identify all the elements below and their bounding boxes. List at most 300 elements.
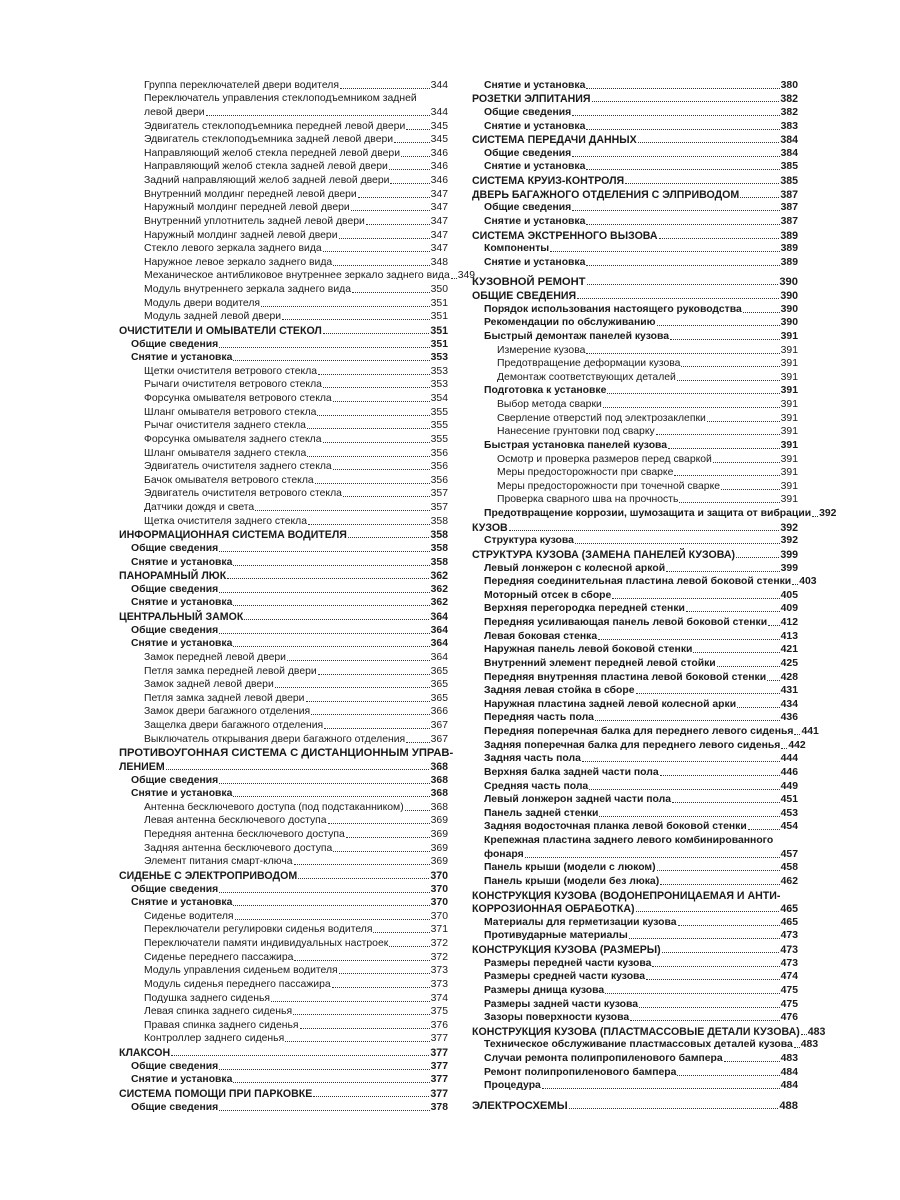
toc-entry-title: Модуль внутреннего зеркала заднего вида: [144, 284, 351, 295]
toc-page-number: 387: [780, 202, 798, 214]
toc-dot-leader: [451, 278, 457, 279]
toc-dot-leader: [670, 339, 780, 340]
toc-page-number: 391: [780, 467, 798, 479]
toc-page-number: 457: [780, 848, 798, 860]
toc-item-entry: [472, 452, 798, 466]
toc-page-number: 373: [430, 978, 448, 990]
toc-dot-leader: [233, 796, 429, 797]
toc-dot-leader: [592, 101, 780, 102]
toc-dot-leader: [293, 1014, 430, 1015]
toc-dot-leader: [569, 1108, 779, 1109]
toc-item-entry: [119, 1005, 448, 1019]
toc-dot-leader: [271, 1001, 430, 1002]
toc-item-entry: [119, 487, 448, 501]
toc-dot-leader: [313, 1096, 429, 1097]
toc-entry-title: Общие сведения: [484, 147, 572, 159]
toc-page-number: 389: [780, 243, 798, 255]
toc-subsection-entry: [119, 1100, 448, 1114]
toc-page-number: 409: [780, 603, 798, 615]
toc-entry-title: Контроллер заднего сиденья: [144, 1033, 285, 1045]
toc-section-entry: [119, 323, 448, 337]
toc-page-number: 391: [780, 480, 798, 492]
toc-entry-title: Общие сведения: [131, 1101, 219, 1113]
toc-dot-leader: [612, 598, 779, 599]
toc-page-number: 392: [780, 521, 798, 534]
toc-dot-leader: [595, 720, 780, 721]
toc-entry-title: СИСТЕМА ПОМОЩИ ПРИ ПАРКОВКЕ: [119, 1087, 313, 1100]
toc-page-number: 474: [780, 971, 798, 983]
toc-item-entry: [119, 827, 448, 841]
toc-subsection-entry: [472, 806, 798, 820]
toc-page-number: 384: [780, 134, 798, 147]
toc-page-number: 421: [780, 644, 798, 656]
toc-entry-title: СИСТЕМА ЭКСТРЕННОГО ВЫЗОВА: [472, 229, 658, 242]
toc-page-number: 385: [780, 161, 798, 173]
toc-subsection-entry: [472, 384, 798, 398]
toc-section-entry: [119, 759, 448, 773]
toc-entry-title: Средняя часть пола: [484, 780, 589, 792]
toc-page-number: 488: [779, 1099, 798, 1112]
toc-dot-leader: [678, 925, 780, 926]
toc-page-number: 465: [780, 903, 798, 916]
toc-dot-leader: [681, 366, 779, 367]
toc-page-number: 376: [430, 1019, 448, 1031]
toc-dot-leader: [275, 687, 430, 688]
toc-dot-leader: [638, 142, 780, 143]
toc-dot-leader: [693, 652, 779, 653]
toc-subsection-entry: [119, 773, 448, 787]
toc-page-number: 344: [430, 79, 448, 91]
toc-item-entry: [119, 228, 448, 242]
toc-entry-title: Снятие и установка: [484, 256, 586, 268]
toc-page-number: 358: [430, 529, 448, 542]
toc-entry-title: Задняя часть пола: [484, 753, 581, 765]
toc-item-entry: [119, 242, 448, 256]
toc-dot-leader: [233, 360, 429, 361]
toc-item-entry: [472, 493, 798, 507]
toc-dot-leader: [339, 973, 430, 974]
toc-dot-leader: [323, 333, 429, 334]
toc-subsection-entry: [119, 787, 448, 801]
toc-page-number: 378: [430, 1101, 448, 1113]
toc-dot-leader: [343, 496, 430, 497]
toc-dot-leader: [227, 578, 429, 579]
toc-page-number: 436: [780, 712, 798, 724]
toc-page-number: 344: [430, 106, 448, 118]
toc-page-number: 382: [780, 106, 798, 118]
toc-page-number: 390: [780, 290, 798, 302]
toc-dot-leader: [219, 551, 429, 552]
toc-entry-title: Случаи ремонта полипропиленового бампера: [484, 1053, 723, 1064]
toc-entry-title: Передняя соединительная пластина левой боковой стенки: [484, 576, 792, 588]
toc-entry-title: КОРРОЗИОННАЯ ОБРАБОТКА): [472, 903, 635, 916]
toc-page-number: 346: [430, 175, 448, 186]
toc-dot-leader: [677, 380, 780, 381]
toc-page-number: 364: [430, 611, 448, 623]
toc-page-number: 368: [430, 774, 448, 786]
toc-subsection-entry: [119, 596, 448, 610]
toc-subsection-entry: [472, 329, 798, 343]
toc-column-left: [119, 78, 476, 1114]
toc-page-number: 391: [780, 385, 798, 397]
toc-dot-leader: [586, 169, 779, 170]
toc-dot-leader: [328, 823, 430, 824]
toc-page-number: 444: [780, 753, 798, 765]
toc-page-number: 377: [430, 1047, 448, 1059]
toc-subsection-entry: [472, 765, 798, 779]
toc-dot-leader: [582, 761, 780, 762]
toc-entry-title: Эдвигатель стеклоподъемника задней левой двери: [144, 134, 394, 146]
toc-page-number: 473: [780, 957, 798, 969]
toc-subsection-entry: [472, 201, 798, 215]
toc-entry-title: Эдвигатель очистителя заднего стекла: [144, 461, 332, 473]
toc-dot-leader: [406, 742, 430, 743]
toc-page-number: 454: [780, 821, 798, 833]
toc-dot-leader: [324, 728, 430, 729]
toc-entry-title: РОЗЕТКИ ЭЛПИТАНИЯ: [472, 93, 591, 106]
toc-dot-leader: [401, 156, 430, 157]
toc-entry-title: СТРУКТУРА КУЗОВА (ЗАМЕНА ПАНЕЛЕЙ КУЗОВА): [472, 548, 736, 561]
toc-entry-title: Общие сведения: [131, 1060, 219, 1072]
toc-entry-title: Замок задней левой двери: [144, 679, 274, 691]
toc-entry-title: Снятие и установка: [484, 215, 586, 227]
toc-page-number: 451: [780, 794, 798, 806]
toc-page-number: 449: [780, 780, 798, 792]
toc-item-entry: [119, 923, 448, 937]
toc-section-entry: [472, 275, 798, 289]
toc-entry-title: Структура кузова: [484, 535, 574, 547]
toc-dot-leader: [599, 816, 779, 817]
toc-entry-title: Направляющий желоб стекла передней левой двери: [144, 147, 401, 159]
toc-page-number: 382: [780, 93, 798, 106]
toc-entry-title: Петля замка задней левой двери: [144, 692, 305, 704]
toc-entry-title: Передняя поперечная балка для переднего левого сиденья: [484, 726, 794, 737]
toc-entry-title: Бачок омывателя ветрового стекла: [144, 474, 314, 486]
toc-entry-title: Снятие и установка: [484, 79, 586, 91]
toc-entry-title: Левая спинка заднего сиденья: [144, 1006, 293, 1018]
toc-item-entry: [119, 977, 448, 991]
toc-item-entry: [119, 909, 448, 923]
toc-page-number: 358: [430, 556, 448, 568]
toc-dot-leader: [333, 851, 429, 852]
toc-item-entry: [119, 514, 448, 528]
toc-section-entry: [472, 228, 798, 242]
toc-dot-leader: [605, 993, 780, 994]
toc-item-entry: [119, 187, 448, 201]
toc-subsection-entry: [119, 337, 448, 351]
toc-entry-title: Левый лонжерон с колесной аркой: [484, 562, 666, 574]
toc-entry-title: Выключатель открывания двери багажного отделения: [144, 733, 406, 745]
toc-entry-title: Щетки очистителя ветрового стекла: [144, 365, 318, 377]
toc-entry-title: Размеры днища кузова: [484, 984, 605, 996]
toc-subsection-entry: [472, 316, 798, 330]
toc-dot-leader: [308, 524, 430, 525]
toc-dot-leader: [307, 456, 429, 457]
toc-page-number: 370: [430, 883, 448, 895]
toc-page-number: 358: [430, 542, 448, 554]
toc-subsection-entry: [119, 582, 448, 596]
toc-section-entry: [472, 520, 798, 534]
toc-entry-title: Замок двери багажного отделения: [144, 706, 311, 718]
toc-page-number: 354: [430, 393, 448, 404]
toc-item-entry: [472, 411, 798, 425]
toc-entry-title: Размеры передней части кузова: [484, 957, 652, 969]
toc-item-entry: [119, 105, 448, 119]
toc-subsection-entry: [472, 929, 798, 943]
toc-item-entry: [119, 173, 448, 187]
toc-subsection-entry: [472, 160, 798, 174]
toc-entry-title: Выбор метода сварки: [497, 399, 602, 410]
toc-entry-title: Щетка очистителя заднего стекла: [144, 515, 308, 527]
toc-item-entry: [472, 397, 798, 411]
toc-page-number: 385: [780, 175, 798, 187]
toc-subsection-entry: [472, 915, 798, 929]
toc-page-number: 391: [780, 358, 798, 370]
toc-subsection-entry: [472, 255, 798, 269]
toc-dot-leader: [572, 156, 779, 157]
toc-page-number: 476: [780, 1012, 798, 1024]
toc-entry-title: Сверление отверстий под электрозаклепки: [497, 412, 706, 424]
toc-entry-title: Нанесение грунтовки под сварку: [497, 426, 655, 438]
toc-entry-title: Передняя часть пола: [484, 712, 594, 724]
toc-page-number: 370: [430, 869, 448, 882]
toc-page-number: 351: [430, 324, 448, 337]
toc-entry-title: Переключатели памяти индивидуальных настроек: [144, 938, 389, 949]
toc-dot-leader: [812, 516, 818, 517]
toc-item-entry: [119, 691, 448, 705]
toc-page-number: 412: [780, 617, 798, 628]
toc-page-number: 399: [780, 548, 798, 561]
toc-dot-leader: [306, 701, 430, 702]
toc-entry-title: Материалы для герметизации кузова: [484, 916, 677, 928]
toc-entry-title: Задняя левая стойка в сборе: [484, 685, 635, 697]
toc-page-number: 365: [430, 665, 448, 677]
toc-item-entry: [119, 364, 448, 378]
toc-entry-title: КОНСТРУКЦИЯ КУЗОВА (ПЛАСТМАССОВЫЕ ДЕТАЛИ КУЗОВА): [472, 1025, 800, 1038]
toc-item-entry: [119, 841, 448, 855]
toc-item-entry: [119, 269, 476, 283]
toc-entry-title: Общие сведения: [484, 202, 572, 214]
toc-entry-title: Переключатель управления стеклоподъемником задней: [144, 93, 417, 105]
toc-entry-title: Процедура: [484, 1080, 541, 1092]
toc-entry-title: Верхняя перегородка передней стенки: [484, 603, 685, 615]
toc-page-number: 458: [780, 862, 798, 874]
toc-dot-leader: [323, 442, 430, 443]
toc-page-number: 362: [430, 583, 448, 595]
toc-subsection-entry: [472, 833, 798, 847]
toc-page-number: 351: [430, 338, 448, 350]
toc-subsection-entry: [472, 588, 798, 602]
toc-dot-leader: [587, 284, 779, 285]
toc-entry-title: Снятие и установка: [131, 1074, 233, 1086]
toc-page-number: 441: [801, 726, 819, 737]
toc-dot-leader: [287, 660, 430, 661]
toc-dot-leader: [672, 802, 780, 803]
toc-entry-title: Механическое антибликовое внутреннее зеркало заднего вида: [144, 270, 450, 282]
toc-entry-title: Рычаги очистителя ветрового стекла: [144, 379, 322, 391]
toc-dot-leader: [794, 734, 800, 735]
toc-page-number: 353: [430, 365, 448, 377]
toc-subsection-entry: [472, 78, 798, 92]
toc-entry-title: Противударные материалы: [484, 930, 628, 942]
toc-entry-title: КУЗОВ: [472, 521, 508, 534]
toc-entry-title: Наружный молдинг передней левой двери: [144, 202, 350, 214]
toc-entry-title: Подготовка к установке: [484, 385, 607, 397]
toc-entry-title: Наружный молдинг задней левой двери: [144, 229, 338, 241]
toc-dot-leader: [233, 605, 429, 606]
toc-page-number: 355: [430, 433, 448, 445]
toc-dot-leader: [318, 674, 430, 675]
toc-section-entry: [119, 569, 448, 583]
toc-subsection-entry: [472, 656, 798, 670]
toc-entry-title: Переключатели регулировки сиденья водителя: [144, 924, 373, 936]
toc-page-number: 345: [430, 134, 448, 146]
toc-subsection-entry: [472, 847, 798, 861]
toc-page-number: 358: [430, 515, 448, 527]
toc-subsection-entry: [472, 670, 798, 684]
toc-entry-title: Быстрый демонтаж панелей кузова: [484, 330, 669, 342]
toc-page-number: 425: [780, 657, 798, 669]
toc-item-entry: [119, 119, 448, 133]
toc-subsection-entry: [119, 1059, 448, 1073]
toc-page-number: 442: [788, 739, 806, 751]
toc-page-number: 369: [430, 815, 448, 827]
toc-subsection-entry: [472, 602, 798, 616]
toc-item-entry: [472, 466, 798, 480]
toc-page-number: 391: [780, 412, 798, 424]
toc-page-number: 364: [430, 651, 448, 663]
toc-entry-title: КУЗОВНОЙ РЕМОНТ: [472, 276, 586, 289]
toc-dot-leader: [736, 557, 779, 558]
toc-entry-title: Модуль управления сиденьем водителя: [144, 965, 338, 977]
toc-section-entry: [119, 1086, 448, 1100]
toc-page-number: 375: [430, 1006, 448, 1018]
toc-page-number: 356: [430, 474, 448, 486]
toc-subsection-entry: [472, 752, 798, 766]
toc-item-entry: [119, 446, 448, 460]
toc-item-entry: [472, 343, 798, 357]
toc-subsection-entry: [119, 896, 448, 910]
toc-page-number: 366: [430, 706, 448, 718]
toc-dot-leader: [366, 224, 430, 225]
toc-page-number: 347: [430, 215, 448, 227]
toc-entry-title: Меры предосторожности при точечной сварке: [497, 480, 721, 492]
toc-entry-title: Наружная панель левой боковой стенки: [484, 644, 693, 656]
toc-page-number: 465: [780, 916, 798, 928]
toc-page-number: 346: [430, 161, 448, 173]
toc-entry-title: Эдвигатель очистителя ветрового стекла: [144, 488, 342, 500]
toc-dot-leader: [317, 415, 429, 416]
toc-dot-leader: [352, 292, 430, 293]
toc-entry-title: Антенна бесключевого доступа (под подстаканником): [144, 801, 404, 813]
toc-page-number: 403: [799, 576, 817, 588]
toc-dot-leader: [767, 680, 780, 681]
toc-entry-title: Панель крыши (модели без люка): [484, 875, 660, 887]
toc-dot-leader: [171, 1055, 429, 1056]
toc-dot-leader: [219, 1069, 429, 1070]
toc-entry-title: Снятие и установка: [484, 120, 586, 132]
toc-page-number: 392: [819, 508, 837, 519]
toc-item-entry: [119, 296, 448, 310]
toc-subsection-entry: [472, 1065, 798, 1079]
toc-entry-title: Быстрая установка панелей кузова: [484, 439, 668, 451]
toc-page-number: 367: [430, 733, 448, 745]
toc-entry-title: Общие сведения: [131, 542, 219, 554]
toc-subsection-entry: [472, 983, 798, 997]
toc-section-entry: [119, 746, 454, 760]
toc-entry-title: Направляющий желоб стекла задней левой двери: [144, 161, 388, 173]
toc-entry-title: Снятие и установка: [131, 597, 233, 609]
toc-page-number: 362: [430, 570, 448, 583]
toc-entry-title: ЦЕНТРАЛЬНЫЙ ЗАМОК: [119, 611, 244, 623]
toc-entry-title: СИДЕНЬЕ С ЭЛЕКТРОПРИВОДОМ: [119, 869, 298, 882]
toc-entry-title: Модуль сиденья переднего пассажира: [144, 978, 331, 990]
toc-item-entry: [472, 479, 798, 493]
toc-page-number: 484: [780, 1080, 798, 1092]
toc-entry-title: Моторный отсек в сборе: [484, 589, 612, 601]
toc-section-entry: [472, 942, 798, 956]
toc-page-number: 351: [430, 311, 448, 323]
toc-page-number: 428: [780, 671, 798, 683]
toc-entry-title: Снятие и установка: [131, 352, 233, 364]
toc-entry-title: Общие сведения: [131, 338, 219, 350]
toc-subsection-entry: [472, 629, 798, 643]
toc-dot-leader: [219, 1110, 429, 1111]
toc-page-number: 484: [780, 1066, 798, 1078]
toc-dot-leader: [323, 387, 430, 388]
toc-page-number: 349: [457, 270, 476, 282]
toc-dot-leader: [657, 325, 780, 326]
toc-page-number: 390: [780, 303, 798, 315]
toc-entry-title: Крепежная пластина заднего левого комбинированного: [484, 835, 774, 846]
toc-entry-title: Стекло левого зеркала заднего вида: [144, 243, 322, 255]
toc-dot-leader: [794, 1047, 800, 1048]
toc-dot-leader: [724, 1061, 780, 1062]
toc-page-number: 446: [780, 766, 798, 778]
toc-dot-leader: [668, 448, 780, 449]
toc-dot-leader: [656, 434, 780, 435]
toc-dot-leader: [311, 714, 430, 715]
toc-dot-leader: [244, 619, 429, 620]
toc-dot-leader: [166, 769, 430, 770]
toc-entry-title: Защелка двери багажного отделения: [144, 720, 324, 731]
toc-section-entry: [472, 1098, 798, 1112]
toc-dot-leader: [282, 319, 430, 320]
toc-dot-leader: [298, 878, 429, 879]
toc-dot-leader: [577, 298, 779, 299]
toc-page-number: 347: [430, 229, 448, 241]
toc-dot-leader: [572, 210, 779, 211]
toc-page-number: 353: [430, 352, 448, 364]
toc-entry-title: КОНСТРУКЦИЯ КУЗОВА (ВОДОНЕПРОНИЦАЕМАЯ И АНТИ-: [472, 889, 781, 902]
toc-dot-leader: [629, 938, 780, 939]
toc-subsection-entry: [119, 351, 448, 365]
toc-entry-title: Задняя поперечная балка для переднего левого сиденья: [484, 739, 781, 751]
toc-entry-title: Проверка сварного шва на прочность: [497, 494, 679, 506]
toc-subsection-entry: [472, 119, 798, 133]
toc-entry-title: Наружная пластина задней левой колесной арки: [484, 698, 737, 710]
toc-page-number: 384: [780, 147, 798, 159]
toc-page-number: 391: [780, 371, 798, 383]
toc-page-number: 367: [430, 720, 448, 731]
toc-dot-leader: [333, 265, 429, 266]
toc-dot-leader: [801, 1034, 807, 1035]
toc-dot-leader: [674, 475, 779, 476]
toc-dot-leader: [717, 666, 780, 667]
toc-entry-title: Зазоры поверхности кузова: [484, 1012, 630, 1024]
toc-subsection-entry: [472, 534, 798, 548]
toc-item-entry: [119, 282, 448, 296]
